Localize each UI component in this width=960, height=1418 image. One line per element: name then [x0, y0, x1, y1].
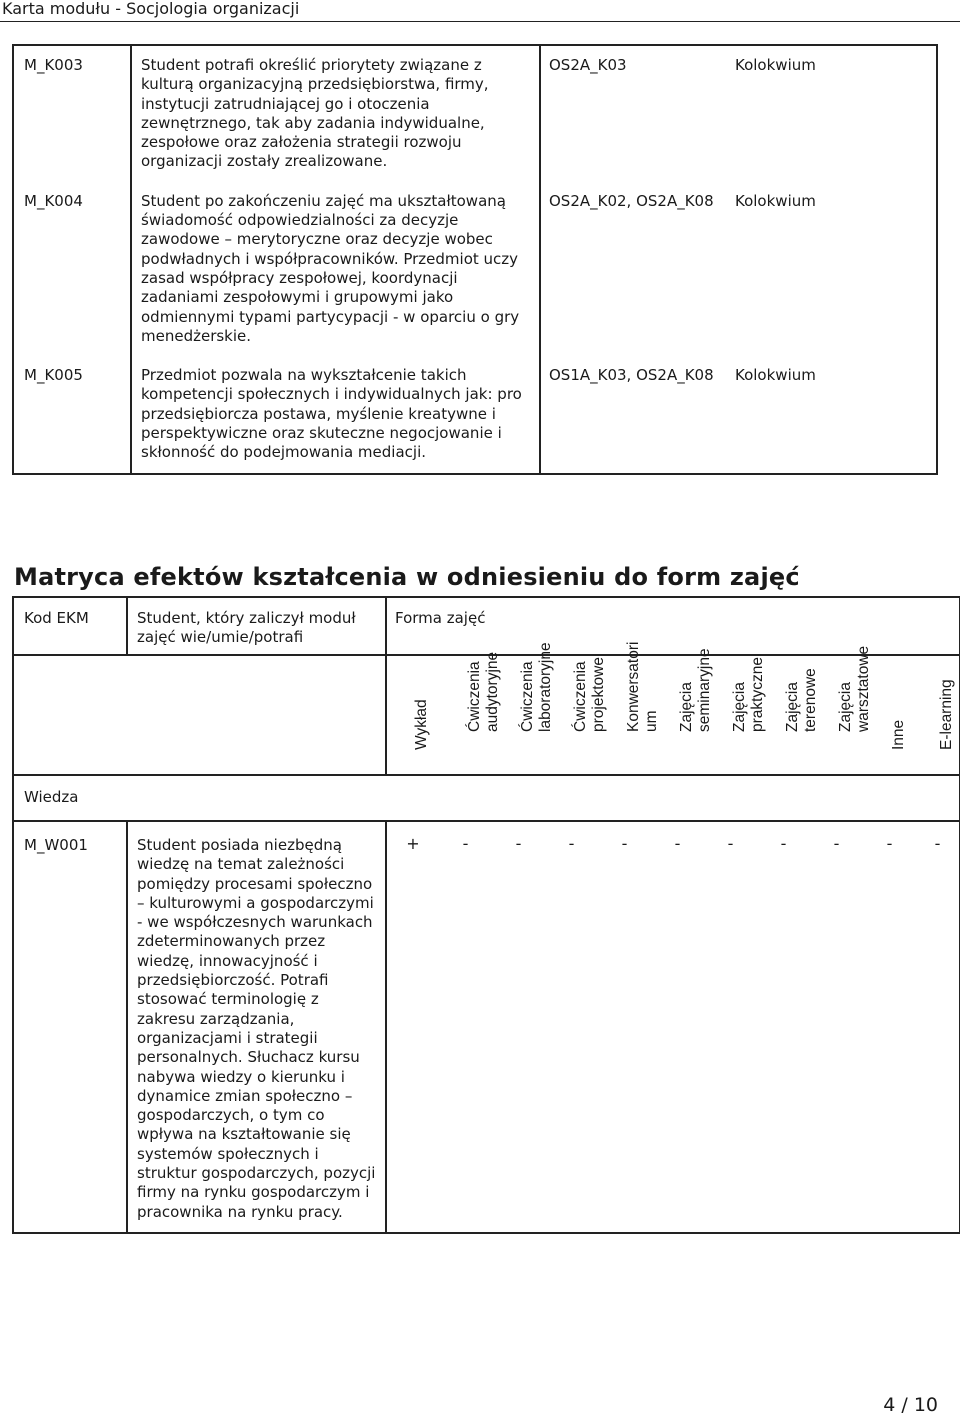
- form-header-label: Zajęcia seminaryjne: [677, 648, 713, 732]
- matrix-row: [13, 821, 960, 1233]
- col-header-forms: Forma zajęć: [386, 597, 960, 655]
- form-mark: -: [863, 821, 916, 1233]
- competency-description: Student potrafi określić priorytety związane z kulturą organizacyjną przedsiębiorstwa, firmy, instytucji zatrudniającej go i otoczenia zewnętrznego, tak aby zadania indywidualne, zespołowe oraz założenia strategii rozwoju organizacji zostały zrealizowane.: [131, 45, 540, 182]
- competency-method: Kolokwium: [735, 191, 816, 210]
- form-mark: -: [492, 821, 545, 1233]
- form-header-label: Ćwiczenia audytoryjne: [465, 651, 501, 732]
- competency-method: Kolokwium: [735, 366, 816, 385]
- section-label-wiedza: Wiedza: [13, 775, 960, 821]
- competency-code: M_K003: [13, 45, 131, 182]
- header-rule: [0, 21, 960, 22]
- form-header-cell: [492, 642, 554, 775]
- competency-description: Student po zakończeniu zajęć ma ukształtowaną świadomość odpowiedzialności za decyzje zawodowe – merytoryczne oraz decyzje wobec podwładnych i współpracowników. Przedmiot uczy zasad współpracy zespołowej, koordynacji zadaniami zespołowymi i grupowymi jako odmiennymi typami partycypacji - w oparciu o gry menedżerskie.: [131, 182, 540, 356]
- form-mark: +: [386, 821, 439, 1233]
- col-header-description: Student, który zaliczył moduł zajęć wie/umie/potrafi: [127, 597, 386, 655]
- form-header-cell: [863, 655, 916, 775]
- competency-description: Przedmiot pozwala na wykształcenie takich kompetencji społecznych i indywidualnych jak: pro przedsiębiorcza postawa, myślenie kreatywne i perspektywiczne oraz skuteczne negocjowanie i skłonność do podejmowania mediacji.: [131, 356, 540, 473]
- form-header-cell: [386, 655, 439, 775]
- form-mark: -: [916, 821, 960, 1233]
- competency-refs: OS1A_K03, OS2A_K08: [549, 366, 714, 385]
- competencies-table: [12, 44, 938, 475]
- form-header-cell: [916, 655, 960, 775]
- competency-row: [13, 182, 937, 356]
- form-header-cell: [598, 641, 660, 775]
- competency-row: [13, 356, 937, 473]
- competency-method: Kolokwium: [735, 56, 816, 74]
- competency-row: [13, 45, 937, 182]
- page-number: 4 / 10: [883, 1394, 938, 1416]
- outcome-code: M_W001: [13, 821, 127, 1233]
- form-header-label: Zajęcia warsztatowe: [836, 645, 872, 732]
- form-header-cell: [651, 648, 713, 775]
- form-header-label: Inne: [889, 719, 907, 750]
- outcome-description: Student posiada niezbędną wiedzę na temat zależności pomiędzy procesami społeczno – kulturowymi a gospodarczymi - we współczesnych warunkach zdeterminowanych przez wiedzę, innowacyjność i przedsiębiorczość. Potrafi stosować terminologię z zakresu zarządzania, organizacjami i strategii personalnych. Słuchacz kursu nabywa wiedzy o kierunku i dynamice zmian społeczno – gospodarczych, o tym co wpływa na kształtowanie się systemów społecznych i struktur gospodarczych, pozycji firmy na rynku gospodarczym i pracownika na rynku pracy.: [127, 821, 386, 1233]
- page-header-title: Karta modułu - Socjologia organizacji: [2, 0, 300, 18]
- form-mark: -: [439, 821, 492, 1233]
- competency-code: M_K005: [13, 356, 131, 473]
- form-header-label: E-learning: [937, 679, 955, 750]
- form-header-cell: [757, 655, 819, 775]
- form-header-label: Ćwiczenia laboratoryjne: [518, 642, 554, 732]
- form-mark: -: [757, 821, 810, 1233]
- form-mark: -: [704, 821, 757, 1233]
- form-mark: -: [810, 821, 863, 1233]
- form-header-label: Zajęcia terenowe: [783, 668, 819, 732]
- form-header-label: Konwersatori um: [624, 641, 660, 732]
- form-mark: -: [545, 821, 598, 1233]
- matrix-section-title: Matryca efektów kształcenia w odniesieniu do form zajęć: [14, 563, 800, 591]
- form-header-label: Wykład: [413, 699, 430, 750]
- competency-refs: OS2A_K02, OS2A_K08: [549, 191, 714, 210]
- competency-code: M_K004: [13, 182, 131, 356]
- matrix-table: [12, 596, 960, 1234]
- form-mark: -: [651, 821, 704, 1233]
- form-header-label: Ćwiczenia projektowe: [571, 657, 607, 732]
- form-header-cell: [704, 655, 766, 775]
- col-header-code: Kod EKM: [24, 609, 89, 627]
- form-mark: -: [598, 821, 651, 1233]
- form-header-cell: [810, 645, 872, 775]
- form-header-cell: [545, 655, 607, 775]
- form-header-cell: [439, 651, 501, 775]
- competency-refs: OS2A_K03: [549, 56, 627, 74]
- form-header-label: Zajęcia praktyczne: [730, 657, 766, 732]
